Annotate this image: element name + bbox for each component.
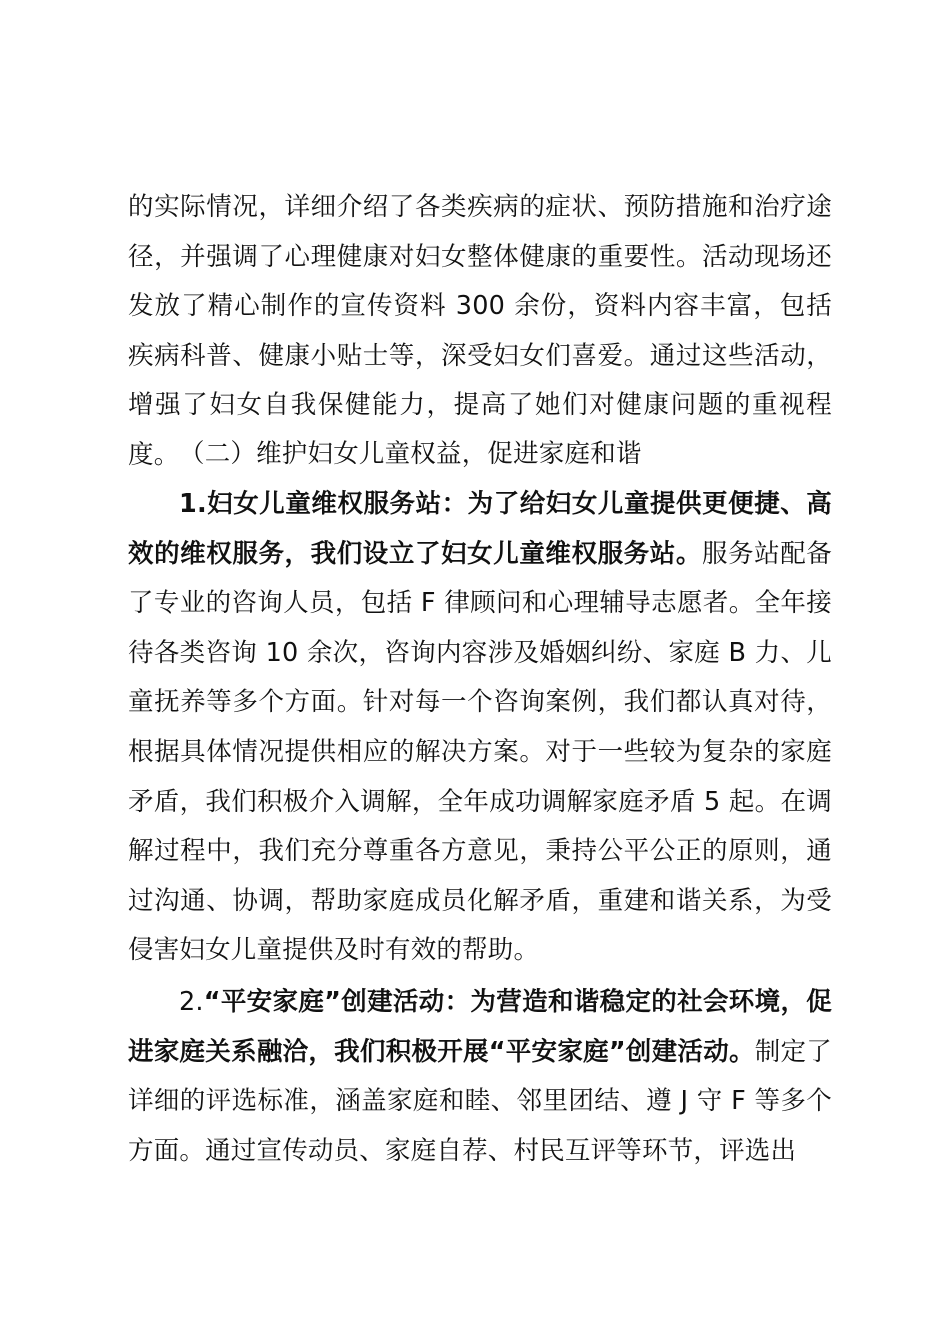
item-1-bold-lead: 1.妇女儿童维权服务站：为了给妇女儿童提供更便捷、高效的维权服务，我们设立了妇女儿童维权服务站。: [128, 489, 832, 569]
paragraph-item-1: [128, 480, 832, 976]
item-2-bold-lead: “平安家庭”创建活动：为营造和谐稳定的社会环境，促进家庭关系融洽，我们积极开展“平安家庭”创建活动。: [128, 987, 832, 1067]
item-2-body: 制定了详细的评选标准，涵盖家庭和睦、邻里团结、遵 J 守 F 等多个方面。通过宣传动员、家庭自荐、村民互评等环节，评选出: [128, 1036, 832, 1166]
paragraph-continuation: 的实际情况，详细介绍了各类疾病的症状、预防措施和治疗途径，并强调了心理健康对妇女整体健康的重要性。活动现场还发放了精心制作的宣传资料 300 余份，资料内容丰富，包括疾病科普、健康小贴士等，深受妇女们喜爱。通过这些活动，增强了妇女自我保健能力，提高了她们对健康问题的重视程度。: [128, 192, 832, 470]
section-heading: （二）维护妇女儿童权益，促进家庭和谐: [179, 439, 642, 469]
item-2-number: 2.: [179, 987, 204, 1017]
paragraph-item-2: [128, 978, 832, 1176]
item-1-body: 服务站配备了专业的咨询人员，包括 F 律顾问和心理辅导志愿者。全年接待各类咨询 10 余次，咨询内容涉及婚姻纠纷、家庭 B 力、儿童抚养等多个方面。针对每一个咨询案例，我们都认真对待，根据具体情况提供相应的解决方案。对于一些较为复杂的家庭矛盾，我们积极介入调解，全年成功调解家庭矛盾 5 起。在调解过程中，我们充分尊重各方意见，秉持公平公正的原则，通过沟通、协调，帮助家庭成员化解矛盾，重建和谐关系，为受侵害妇女儿童提供及时有效的帮助。: [128, 538, 832, 966]
